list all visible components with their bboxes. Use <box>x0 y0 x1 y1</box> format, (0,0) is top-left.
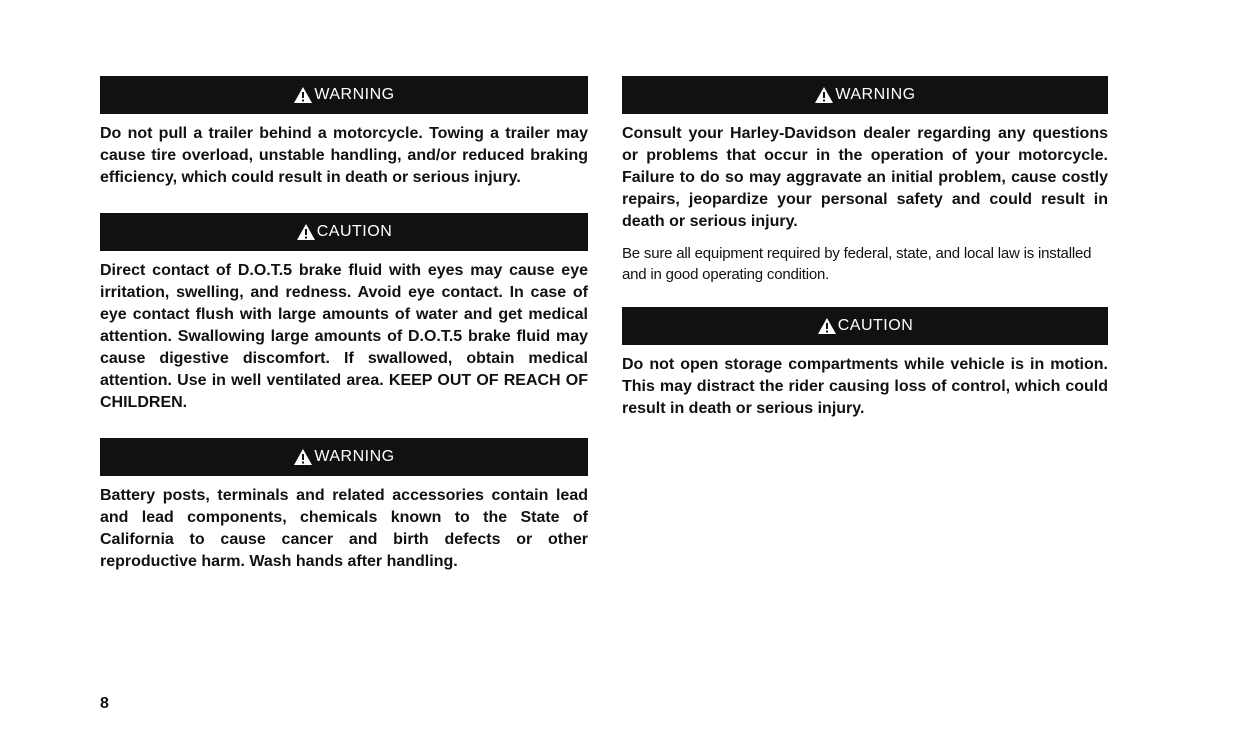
warning-text: Do not pull a trailer behind a motorcycle. Towing a trailer may cause tire overload, unstable handling, and/or reduced braking efficiency, which could result in death or serious injury. <box>100 125 588 186</box>
warning-triangle-icon <box>817 317 837 335</box>
banner-label: WARNING <box>314 86 395 103</box>
warning-text: Consult your Harley-Davidson dealer regarding any questions or problems that occur in the operation of your motorcycle. Failure to do so may aggravate an initial problem, cause costly repairs, jeopardize your personal safety and could result in death or serious injury. <box>622 125 1108 230</box>
banner-label: WARNING <box>835 86 916 103</box>
banner-label: CAUTION <box>837 317 914 334</box>
warning-banner <box>100 76 588 114</box>
warning-triangle-icon <box>293 86 313 104</box>
warning-triangle-icon <box>296 223 316 241</box>
banner-label: WARNING <box>314 448 395 465</box>
caution-banner <box>100 213 588 251</box>
caution-banner <box>622 307 1108 345</box>
warning-text: Battery posts, terminals and related accessories contain lead and lead components, chemicals known to the State of California to cause cancer and birth defects or other reproductive harm. Wash hands after handling. <box>100 487 588 570</box>
warning-banner <box>100 438 588 476</box>
warning-banner <box>622 76 1108 114</box>
caution-text: Do not open storage compartments while vehicle is in motion. This may distract the rider causing loss of control, which could result in death or serious injury. <box>622 356 1108 417</box>
banner-label: CAUTION <box>316 223 393 240</box>
equipment-note: Be sure all equipment required by federal, state, and local law is installed and in good operating condition. <box>622 245 1092 283</box>
right-column <box>622 76 1108 420</box>
warning-triangle-icon <box>814 86 834 104</box>
caution-text: Direct contact of D.O.T.5 brake fluid with eyes may cause eye irritation, swelling, and redness. Avoid eye contact. In case of eye contact flush with large amounts of water and get medical attention. Swallowing large amounts of D.O.T.5 brake fluid may cause digestive discomfort. If swallowed, obtain medical attention. Use in well ventilated area. KEEP OUT OF REACH OF CHILDREN. <box>100 262 588 411</box>
left-column <box>100 76 588 573</box>
warning-triangle-icon <box>293 448 313 466</box>
page-number: 8 <box>100 695 109 712</box>
